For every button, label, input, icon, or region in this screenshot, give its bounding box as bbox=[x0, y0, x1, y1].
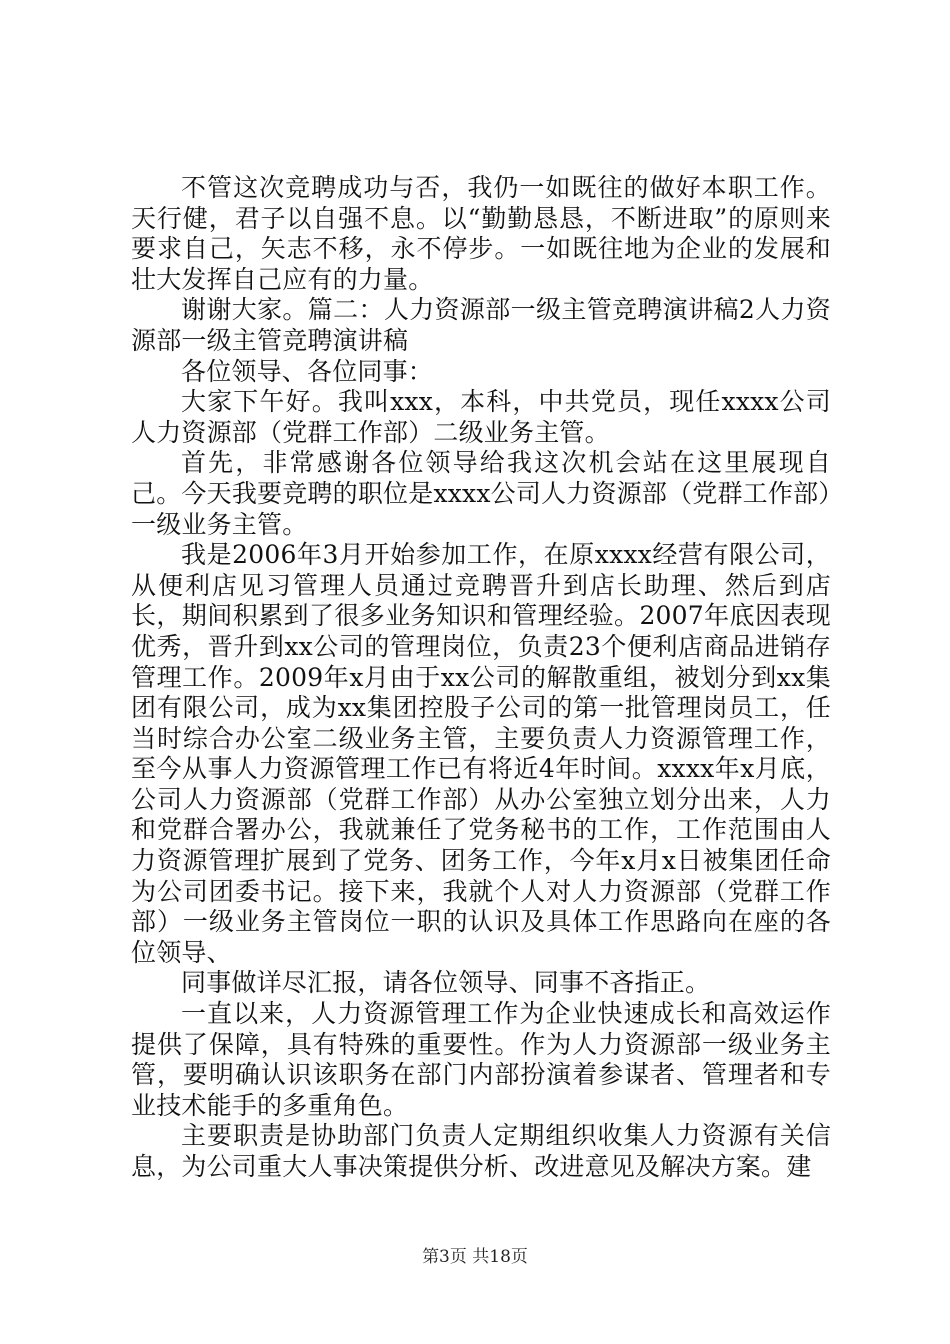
paragraph-3: 各位领导、各位同事： bbox=[181, 356, 434, 386]
paragraph-5: 首先，非常感谢各位领导给我这次机会站在这里展现自己。今天我要竞聘的职位是xxxx公司人力资源部（党群工作部）一级业务主管。 bbox=[131, 448, 831, 539]
paragraph-7: 同事做详尽汇报，请各位领导、同事不吝指正。 bbox=[181, 968, 711, 998]
paragraph-6: 我是2006年3月开始参加工作，在原xxxx经营有限公司，从便利店见习管理人员通过竞聘晋升到店长助理、然后到店长，期间积累到了很多业务知识和管理经验。2007年底因表现优秀，晋升到xx公司的管理岗位，负责23个便利店商品进销存管理工作。2009年x月由于xx公司的解散重组，被划分到xx集团有限公司，成为xx集团控股子公司的第一批管理岗员工，任当时综合办公室二级业务主管，主要负责人力资源管理工作，至今从事人力资源管理工作已有将近4年时间。xxxx年x月底，公司人力资源部（党群工作部）从办公室独立划分出来，人力和党群合署办公，我就兼任了党务秘书的工作，工作范围由人力资源管理扩展到了党务、团务工作，今年x月x日被集团任命为公司团委书记。接下来，我就个人对人力资源部（党群工作部）一级业务主管岗位一职的认识及具体工作思路向在座的各位领导、 bbox=[131, 540, 831, 967]
paragraph-2: 谢谢大家。篇二：人力资源部一级主管竞聘演讲稿2人力资源部一级主管竞聘演讲稿 bbox=[131, 295, 831, 355]
document-body bbox=[131, 173, 831, 1183]
paragraph-1: 不管这次竞聘成功与否，我仍一如既往的做好本职工作。天行健，君子以自强不息。以“勤勤恳恳，不断进取”的原则来要求自己，矢志不移，永不停步。一如既往地为企业的发展和壮大发挥自己应有的力量。 bbox=[131, 173, 831, 294]
paragraph-9: 主要职责是协助部门负责人定期组织收集人力资源有关信息，为公司重大人事决策提供分析、改进意见及解决方案。建 bbox=[131, 1121, 831, 1181]
page-number-footer: 第3页 共18页 bbox=[422, 1247, 528, 1267]
paragraph-4: 大家下午好。我叫xxx，本科，中共党员，现任xxxx公司人力资源部（党群工作部）二级业务主管。 bbox=[131, 387, 831, 447]
paragraph-8: 一直以来，人力资源管理工作为企业快速成长和高效运作提供了保障，具有特殊的重要性。作为人力资源部一级业务主管，要明确认识该职务在部门内部扮演着参谋者、管理者和专业技术能手的多重角色。 bbox=[131, 999, 831, 1120]
